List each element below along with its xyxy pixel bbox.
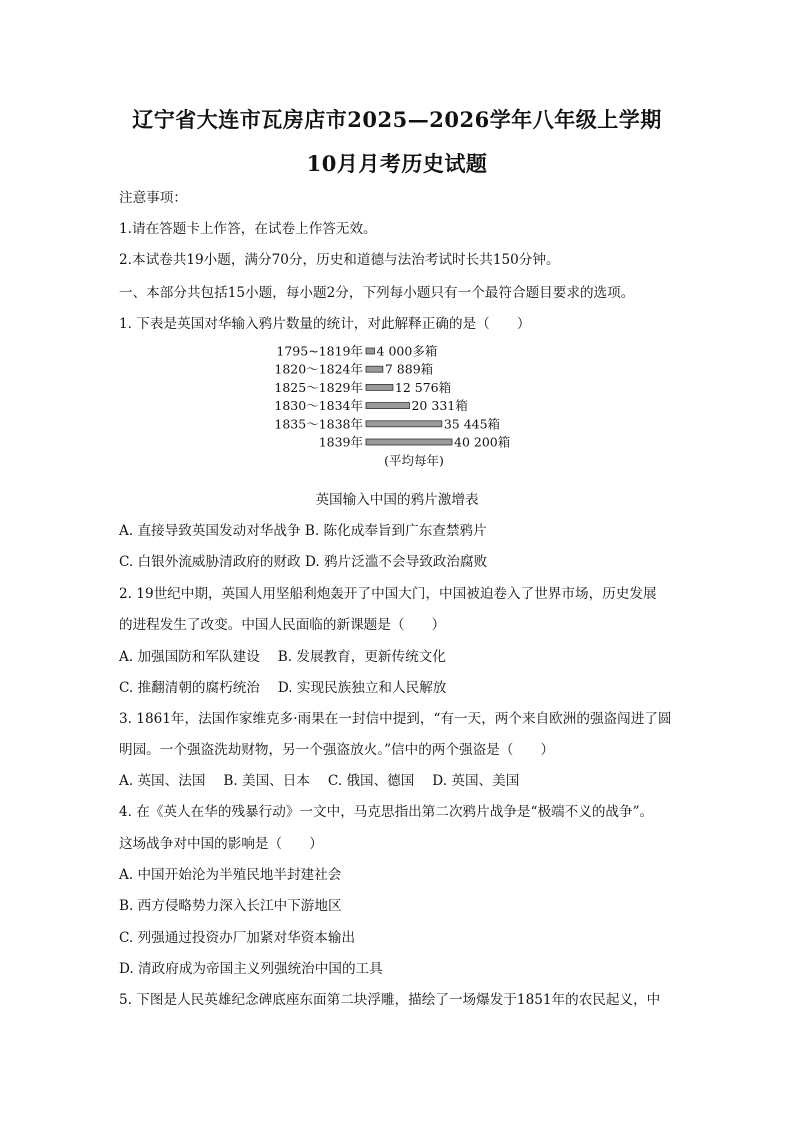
- q4-option-c: C. 列强通过投资办厂加紧对华资本输出: [119, 930, 356, 946]
- q3-stem-line2: 明园。一个强盗洗劫财物，另一个强盗放火。”信中的两个强盗是（ ）: [119, 742, 555, 758]
- chart-bar: [366, 366, 383, 372]
- chart-value-label: 4 000多箱: [376, 343, 438, 359]
- chart-bar: [366, 348, 375, 354]
- chart-bar: [366, 439, 452, 445]
- chart-bar: [366, 384, 393, 390]
- chart-value-label: 12 576箱: [394, 379, 452, 395]
- q3-stem-line1: 3. 1861年，法国作家维克多·雨果在一封信中提到，“有一天，两个来自欧洲的强盗闯进了圆: [119, 711, 672, 727]
- q4-option-a: A. 中国开始沦为半殖民地半封建社会: [119, 867, 342, 883]
- chart-category-label: 1830～1834年: [274, 398, 363, 414]
- chart-bar: [366, 403, 409, 409]
- q2-stem-line1: 2. 19世纪中期，英国人用坚船利炮轰开了中国大门，中国被迫卷入了世界市场，历史发展: [119, 586, 657, 602]
- exam-title-line1: 辽宁省大连市瓦房店市2025—2026学年八年级上学期: [132, 107, 662, 132]
- notes-item-1: 1.请在答题卡上作答，在试卷上作答无效。: [119, 221, 377, 237]
- q2-stem-line2: 的进程发生了改变。中国人民面临的新课题是（ ）: [119, 617, 446, 633]
- q2-options-line1: A. 加强国防和军队建设 B. 发展教育，更新传统文化: [119, 649, 446, 665]
- q5-stem-line1: 5. 下图是人民英雄纪念碑底座东面第二块浮雕，描绘了一场爆发于1851年的农民起义，中: [119, 992, 661, 1008]
- notes-item-2: 2.本试卷共19小题，满分70分，历史和道德与法治考试时长共150分钟。: [119, 252, 560, 268]
- chart-bar: [366, 421, 442, 427]
- q1-stem: 1. 下表是英国对华输入鸦片数量的统计，对此解释正确的是（ ）: [119, 316, 531, 332]
- q4-option-b: B. 西方侵略势力深入长江中下游地区: [119, 898, 342, 914]
- q4-stem-line2: 这场战争对中国的影响是（ ）: [119, 836, 323, 852]
- q1-options-line2: C. 白银外流威胁清政府的财政 D. 鸦片泛滥不会导致政治腐败: [119, 554, 488, 570]
- opium-import-chart: [262, 340, 542, 480]
- chart-value-label: 7 889箱: [384, 361, 434, 377]
- chart-value-label: 20 331箱: [411, 398, 468, 414]
- notes-heading: 注意事项：: [119, 190, 187, 206]
- q1-options-line1: A. 直接导致英国发动对华战争 B. 陈化成奉旨到广东查禁鸦片: [119, 523, 487, 539]
- q3-options-line1: A. 英国、法国 B. 美国、日本 C. 俄国、德国 D. 英国、美国: [119, 773, 520, 789]
- opium-import-chart-svg: [262, 340, 542, 480]
- chart-category-label: 1820～1824年: [274, 361, 363, 377]
- chart-value-label: 35 445箱: [443, 416, 501, 432]
- chart-value-label: 40 200箱: [454, 434, 511, 450]
- q1-chart-caption: 英国输入中国的鸦片激增表: [315, 492, 479, 508]
- section1-instruction: 一、本部分共包括15小题，每小题2分，下列每小题只有一个最符合题目要求的选项。: [119, 285, 635, 301]
- chart-category-label: 1795~1819年: [276, 343, 363, 359]
- chart-category-label: 1839年: [318, 434, 363, 450]
- q4-stem-line1: 4. 在《英人在华的残暴行动》一文中，马克思指出第二次鸦片战争是“极端不义的战争”。: [119, 804, 654, 820]
- exam-title-line2: 10月月考历史试题: [306, 151, 488, 176]
- chart-category-label: 1825～1829年: [274, 379, 363, 395]
- q2-options-line2: C. 推翻清朝的腐朽统治 D. 实现民族独立和人民解放: [119, 680, 447, 696]
- chart-category-label: 1835～1838年: [274, 416, 363, 432]
- chart-note: (平均每年): [384, 453, 444, 469]
- q4-option-d: D. 清政府成为帝国主义列强统治中国的工具: [119, 961, 383, 977]
